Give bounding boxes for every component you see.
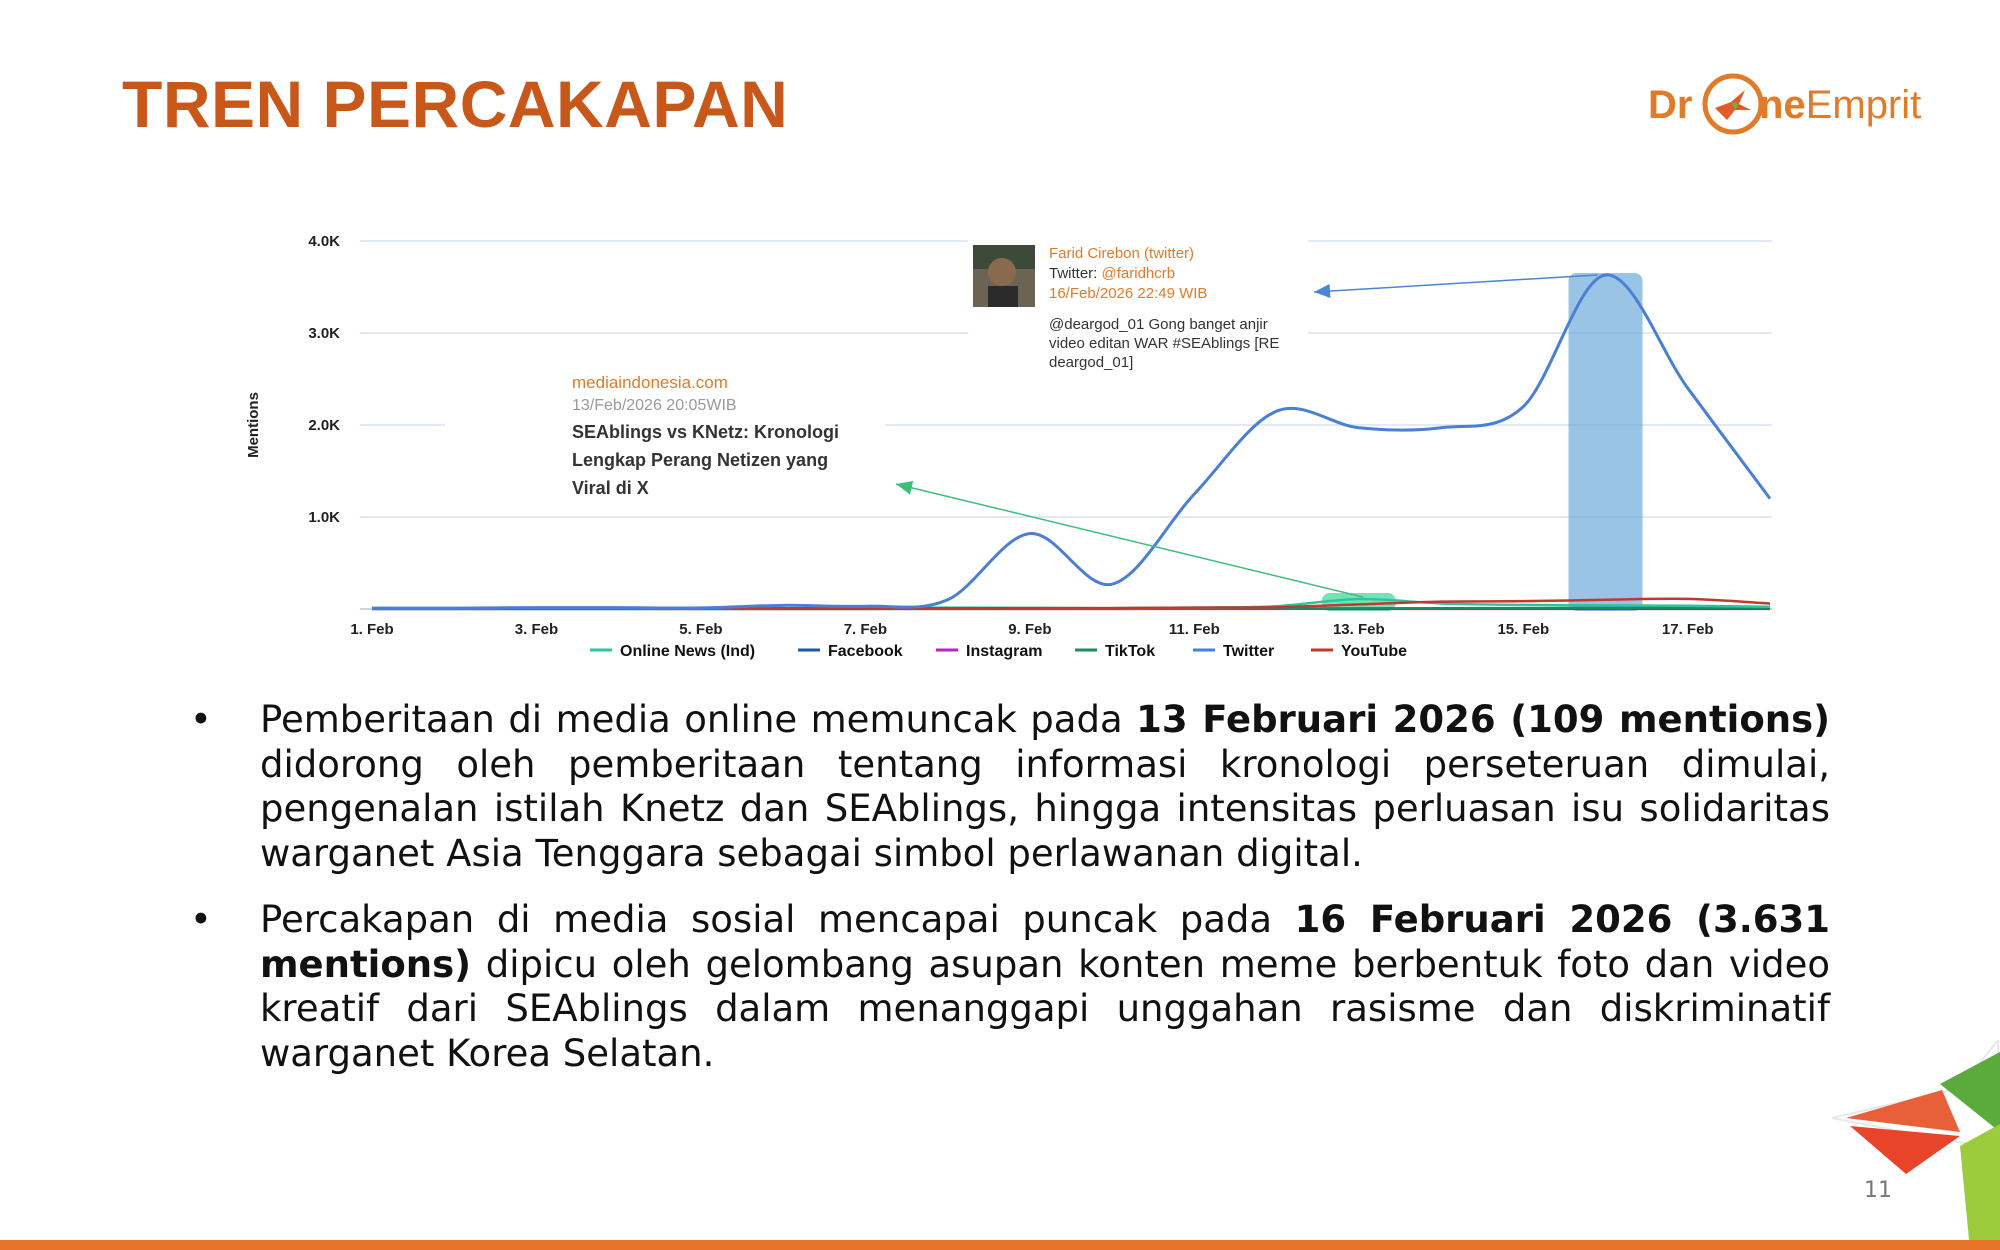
x-tick-label: 1. Feb [350, 621, 394, 638]
annotation-tweet [968, 232, 1308, 377]
x-tick-label: 5. Feb [679, 621, 723, 638]
x-tick-label: 11. Feb [1168, 621, 1220, 638]
x-tick-label: 9. Feb [1008, 621, 1052, 638]
annotation-tweet-text-line3: deargod_01] [1049, 354, 1134, 371]
annotation-tweet-handle: @faridhcrb [1101, 265, 1176, 282]
annotation-news-headline-line3: Viral di X [572, 478, 649, 498]
x-tick-label: 7. Feb [843, 621, 888, 638]
annotation-tweet-handle-row [1049, 265, 1175, 282]
annotation-news-source: mediaindonesia.com [572, 373, 728, 392]
y-tick-label: 3.0K [308, 325, 340, 342]
logo-text-dr: Dr [1648, 83, 1693, 127]
y-tick-label: 2.0K [308, 417, 340, 434]
annotation-tweet-handle-label: Twitter: [1049, 265, 1102, 282]
bullet-list [190, 698, 1830, 1098]
page-number: 11 [1864, 1178, 1892, 1203]
bullet-text-bold: 16 Februari 2026 (3.631 mentions) [260, 898, 1830, 986]
bullet-text-pre: Percakapan di media sosial mencapai puncak pada [260, 898, 1295, 941]
bullet-item-news-peak [190, 698, 1830, 876]
annotation-tweet-datetime: 16/Feb/2026 22:49 WIB [1049, 285, 1208, 302]
x-tick-label: 15. Feb [1497, 621, 1550, 638]
annotation-news [445, 360, 885, 510]
annotation-news-headline-line1: SEAblings vs KNetz: Kronologi [572, 422, 840, 442]
legend-label: Instagram [966, 643, 1043, 660]
annotation-tweet-text-line2: video editan WAR #SEAblings [RE [1049, 335, 1280, 352]
legend-label: Facebook [828, 643, 903, 660]
bullet-text-post: didorong oleh pemberitaan tentang informasi kronologi perseteruan dimulai, pengenalan istilah Knetz dan SEAblings, hingga intensitas perluasan isu solidaritas warganet Asia Tenggara sebagai simbol perlawanan digital. [260, 742, 1830, 875]
annotation-news-datetime: 13/Feb/2026 20:05WIB [572, 397, 737, 414]
y-tick-label: 4.0K [308, 233, 340, 250]
arrow-news [896, 481, 1363, 597]
x-tick-label: 13. Feb [1332, 621, 1385, 638]
chart-highlights [1322, 273, 1643, 611]
annotation-tweet-author: Farid Cirebon (twitter) [1049, 245, 1195, 262]
x-tick-label: 17. Feb [1661, 621, 1714, 638]
chart-legend [590, 643, 1407, 660]
legend-item[interactable] [798, 643, 903, 660]
x-tick-label: 3. Feb [514, 621, 559, 638]
legend-item[interactable] [936, 643, 1042, 660]
corner-leaf-decoration [1820, 1040, 2000, 1250]
bottom-accent-bar [0, 1240, 2000, 1250]
slide-title: TREN PERCAKAPAN [122, 67, 789, 141]
chart-x-ticks [350, 621, 1713, 638]
legend-item[interactable] [590, 643, 755, 660]
y-axis-label: Mentions [245, 392, 262, 458]
annotation-news-headline-line2: Lengkap Perang Netizen yang [572, 450, 829, 470]
annotation-tweet-text-line1: @deargod_01 Gong banget anjir [1049, 316, 1268, 333]
avatar [973, 245, 1035, 307]
legend-item[interactable] [1193, 643, 1274, 660]
bullet-symbol: • [190, 698, 212, 741]
bullet-item-social-peak [190, 898, 1830, 1076]
logo-text-ne-bold: ne [1759, 83, 1806, 127]
legend-label: Online News (Ind) [620, 643, 756, 660]
logo-text-emprit: Emprit [1805, 83, 1922, 127]
chart-y-ticks [308, 233, 340, 526]
bullet-symbol: • [190, 898, 212, 941]
legend-item[interactable] [1075, 643, 1155, 660]
legend-label: Twitter [1223, 643, 1275, 660]
highlight-bar [1569, 273, 1643, 611]
bullet-text-bold: 13 Februari 2026 (109 mentions) [1136, 698, 1831, 741]
bullet-text-post: dipicu oleh gelombang asupan konten meme berbentuk foto dan video kreatif dari SEAblings dalam menanggapi unggahan rasisme dan diskriminatif warganet Korea Selatan. [260, 942, 1830, 1075]
legend-label: YouTube [1341, 643, 1408, 660]
legend-item[interactable] [1311, 643, 1407, 660]
arrow-tweet [1314, 275, 1598, 298]
y-tick-label: 1.0K [308, 509, 340, 526]
bullet-text-pre: Pemberitaan di media online memuncak pada [260, 698, 1137, 741]
legend-label: TikTok [1105, 643, 1156, 660]
